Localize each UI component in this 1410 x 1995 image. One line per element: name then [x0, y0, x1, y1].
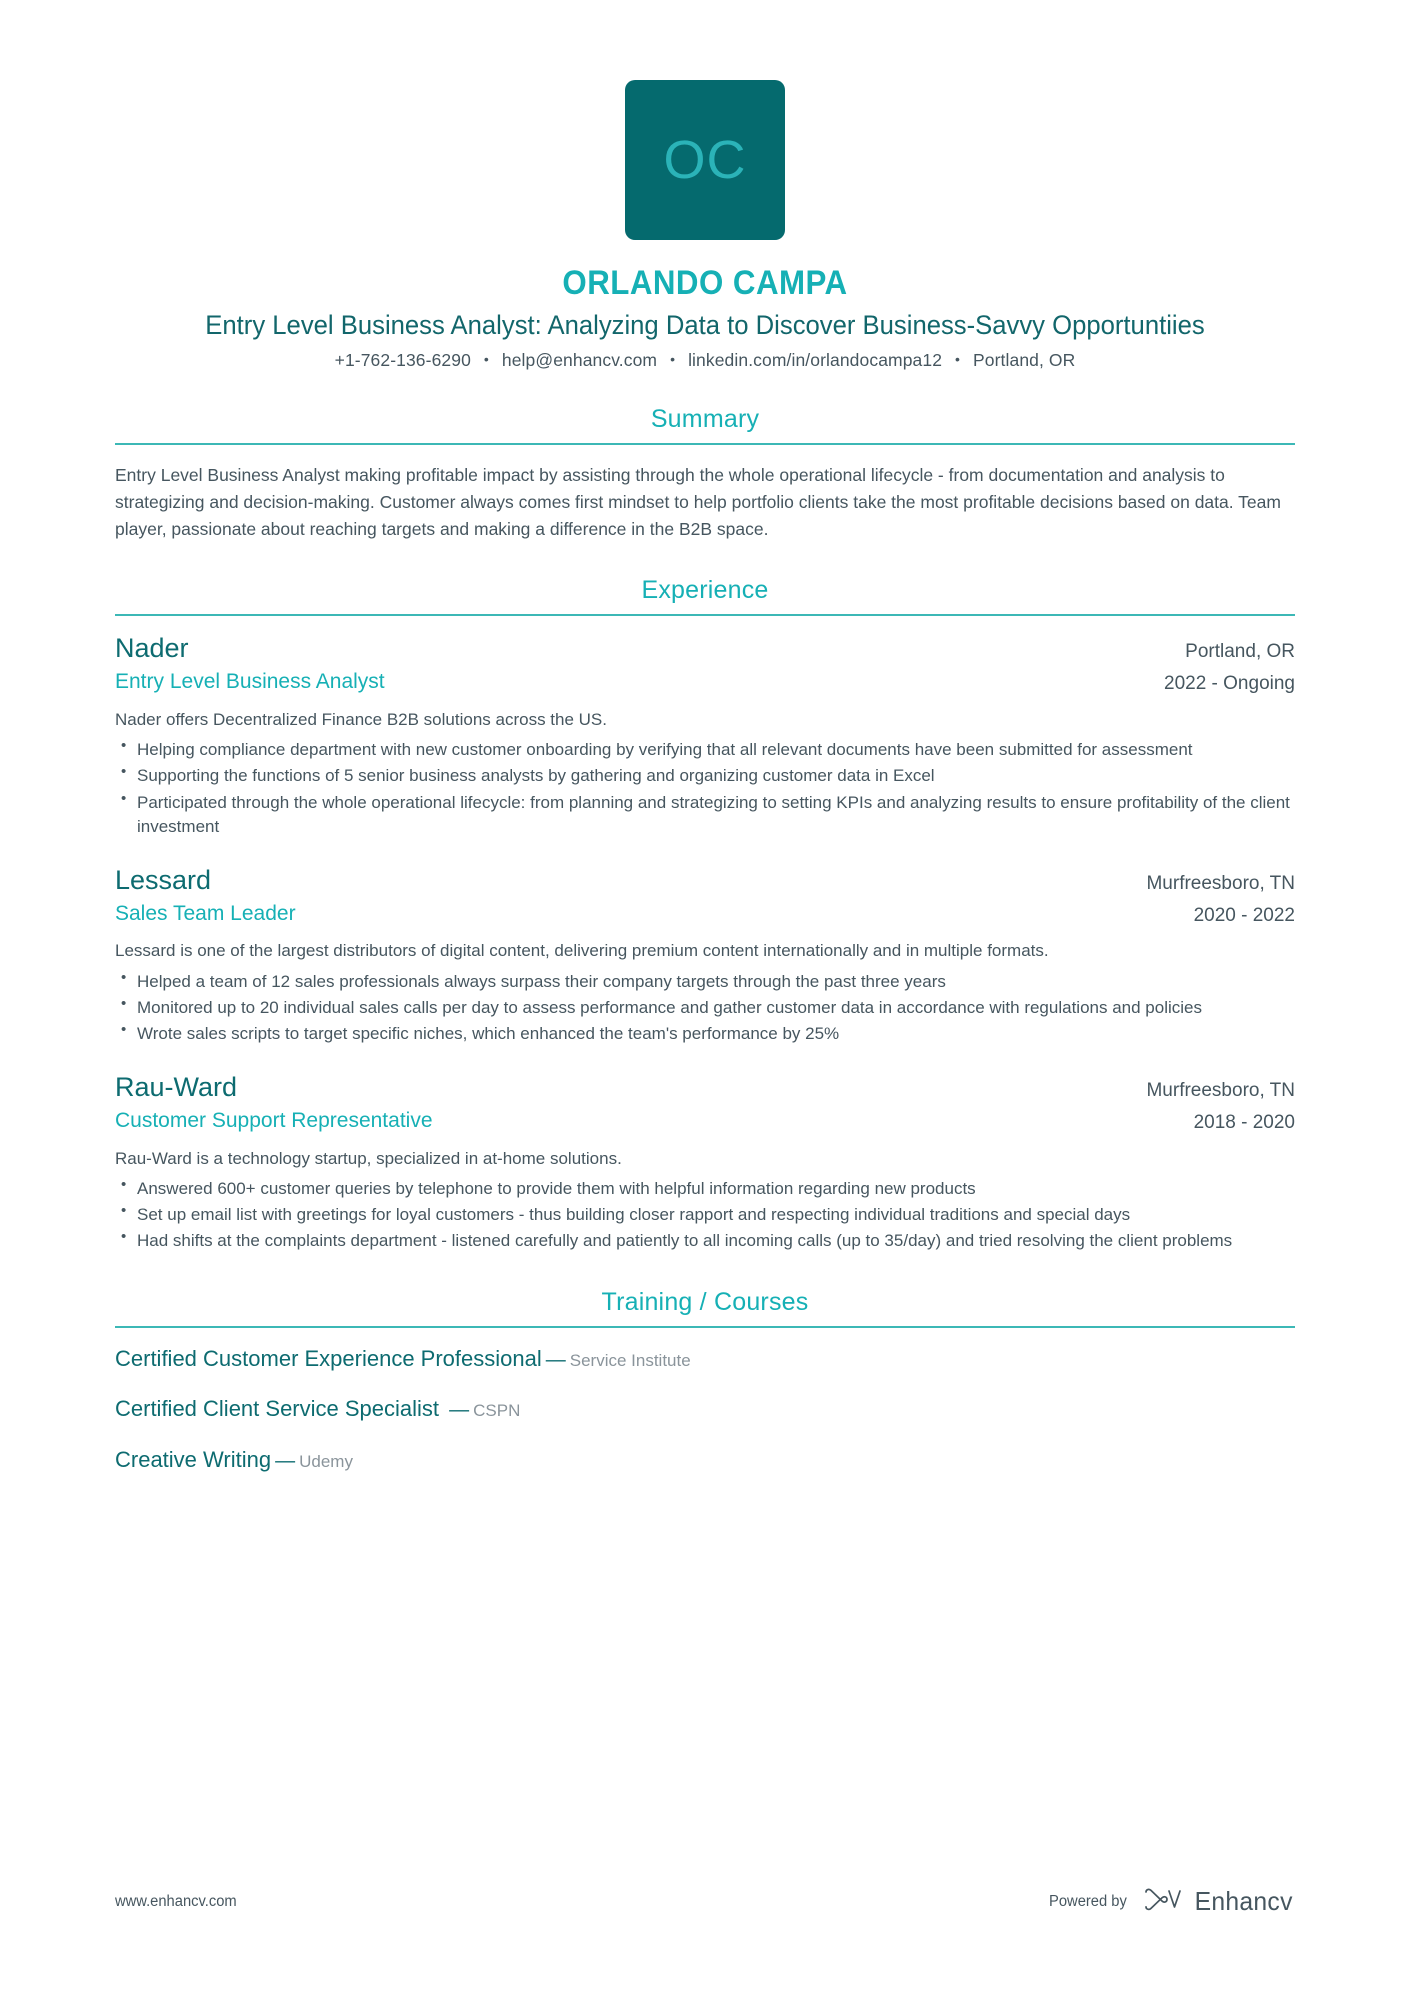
page-title: ORLANDO CAMPA [562, 264, 848, 302]
professional-tagline: Entry Level Business Analyst: Analyzing Data to Discover Business-Savvy Opportuntiies [205, 309, 1205, 340]
brand-lockup [1143, 1886, 1295, 1917]
job-bullet: • Helped a team of 12 sales professionals always surpass their company targets through the past three years [115, 970, 1295, 994]
brand-name: Enhancv [1194, 1886, 1293, 1916]
experience-list [115, 616, 1295, 1253]
experience-item-header [115, 865, 1295, 928]
section-experience [115, 576, 1295, 1253]
experience-item [115, 633, 1295, 839]
footer-branding [1047, 1886, 1295, 1917]
experience-item-main [115, 633, 1164, 695]
experience-item [115, 1072, 1295, 1253]
job-location: Portland, OR [1185, 641, 1295, 663]
experience-item [115, 865, 1295, 1046]
company-name: Rau-Ward [115, 1072, 238, 1103]
page-footer [115, 1886, 1295, 1917]
contact-phone[interactable]: +1-762-136-6290 [334, 350, 471, 371]
job-bullet: • Monitored up to 20 individual sales calls per day to assess performance and gather customer data in accordance with regulations and policies [115, 996, 1295, 1020]
job-bullet: • Had shifts at the complaints department - listened carefully and patiently to all incoming calls (up to 35/day) and tried resolving the client problems [115, 1229, 1295, 1253]
avatar-initials: OC [663, 130, 747, 190]
job-bullet-list [115, 738, 1295, 839]
contact-location: Portland, OR [973, 350, 1076, 371]
training-list [115, 1328, 1295, 1475]
section-training [115, 1288, 1295, 1475]
job-dates: 2020 - 2022 [1193, 904, 1295, 926]
job-bullet: • Set up email list with greetings for loyal customers - thus building closer rapport and respecting individual traditions and special days [115, 1203, 1295, 1227]
contact-separator-icon: • [955, 351, 961, 368]
training-name: Certified Client Service Specialist [115, 1396, 446, 1422]
training-dash: — [449, 1399, 470, 1422]
company-name: Lessard [115, 864, 212, 895]
contact-separator-icon: • [670, 351, 676, 368]
avatar [625, 80, 785, 240]
experience-item-main [115, 1072, 1146, 1134]
footer-url[interactable]: www.enhancv.com [115, 1892, 237, 1910]
contact-email[interactable]: help@enhancv.com [501, 350, 658, 371]
section-title-training: Training / Courses [601, 1287, 809, 1316]
contact-separator-icon: • [483, 351, 489, 368]
job-title: Customer Support Representative [115, 1109, 433, 1133]
experience-item-main [115, 865, 1146, 927]
resume-header [115, 0, 1295, 371]
training-name: Certified Customer Experience Professional [115, 1345, 542, 1371]
powered-by-label: Powered by [1048, 1892, 1127, 1910]
job-title: Sales Team Leader [115, 901, 296, 925]
training-item [115, 1345, 1295, 1374]
training-dash: — [275, 1449, 296, 1472]
section-summary [115, 405, 1295, 542]
job-location: Murfreesboro, TN [1146, 872, 1295, 894]
job-dates: 2018 - 2020 [1193, 1111, 1295, 1133]
experience-item-header [115, 633, 1295, 696]
contact-line [115, 350, 1295, 371]
job-bullet-list [115, 970, 1295, 1046]
section-title-summary: Summary [650, 405, 760, 434]
job-bullet: • Wrote sales scripts to target specific niches, which enhanced the team's performance by 25% [115, 1022, 1295, 1046]
contact-linkedin[interactable]: linkedin.com/in/orlandocampa12 [688, 350, 943, 371]
job-description: Nader offers Decentralized Finance B2B solutions across the US. [115, 709, 607, 729]
job-title: Entry Level Business Analyst [115, 670, 385, 694]
summary-text: Entry Level Business Analyst making profitable impact by assisting through the whole operational lifecycle - from documentation and analysis to strategizing and decision-making. Customer always comes first mindset to help portfolio clients take the most profitable decisions based on data. Team player, passionate about reaching targets and making a difference in the B2B space. [115, 465, 1281, 539]
job-bullet: • Supporting the functions of 5 senior business analysts by gathering and organizing customer data in Excel [115, 764, 1295, 788]
job-description: Rau-Ward is a technology startup, specialized in at-home solutions. [115, 1148, 622, 1168]
job-bullet-list [115, 1177, 1295, 1253]
training-name: Creative Writing [115, 1446, 272, 1472]
training-provider: Udemy [299, 1451, 353, 1471]
section-title-experience: Experience [641, 576, 769, 605]
experience-item-meta [1146, 1079, 1295, 1135]
job-bullet: • Participated through the whole operational lifecycle: from planning and strategizing to setting KPIs and analyzing results to ensure profitability of the client investment [115, 791, 1295, 839]
job-dates: 2022 - Ongoing [1164, 672, 1295, 694]
training-provider: CSPN [473, 1401, 521, 1421]
job-bullet: • Helping compliance department with new customer onboarding by verifying that all relevant documents have been submitted for assessment [115, 738, 1295, 762]
enhancv-logo-icon [1143, 1887, 1183, 1916]
job-bullet: • Answered 600+ customer queries by telephone to provide them with helpful information regarding new products [115, 1177, 1295, 1201]
company-name: Nader [115, 633, 189, 664]
job-description: Lessard is one of the largest distributors of digital content, delivering premium content internationally and in multiple formats. [115, 941, 1049, 961]
training-provider: Service Institute [569, 1350, 691, 1370]
experience-item-header [115, 1072, 1295, 1135]
experience-item-meta [1146, 872, 1295, 928]
training-item [115, 1395, 1295, 1424]
experience-item-meta [1164, 640, 1295, 696]
training-item [115, 1446, 1295, 1475]
training-dash: — [545, 1348, 566, 1371]
job-location: Murfreesboro, TN [1146, 1080, 1295, 1102]
